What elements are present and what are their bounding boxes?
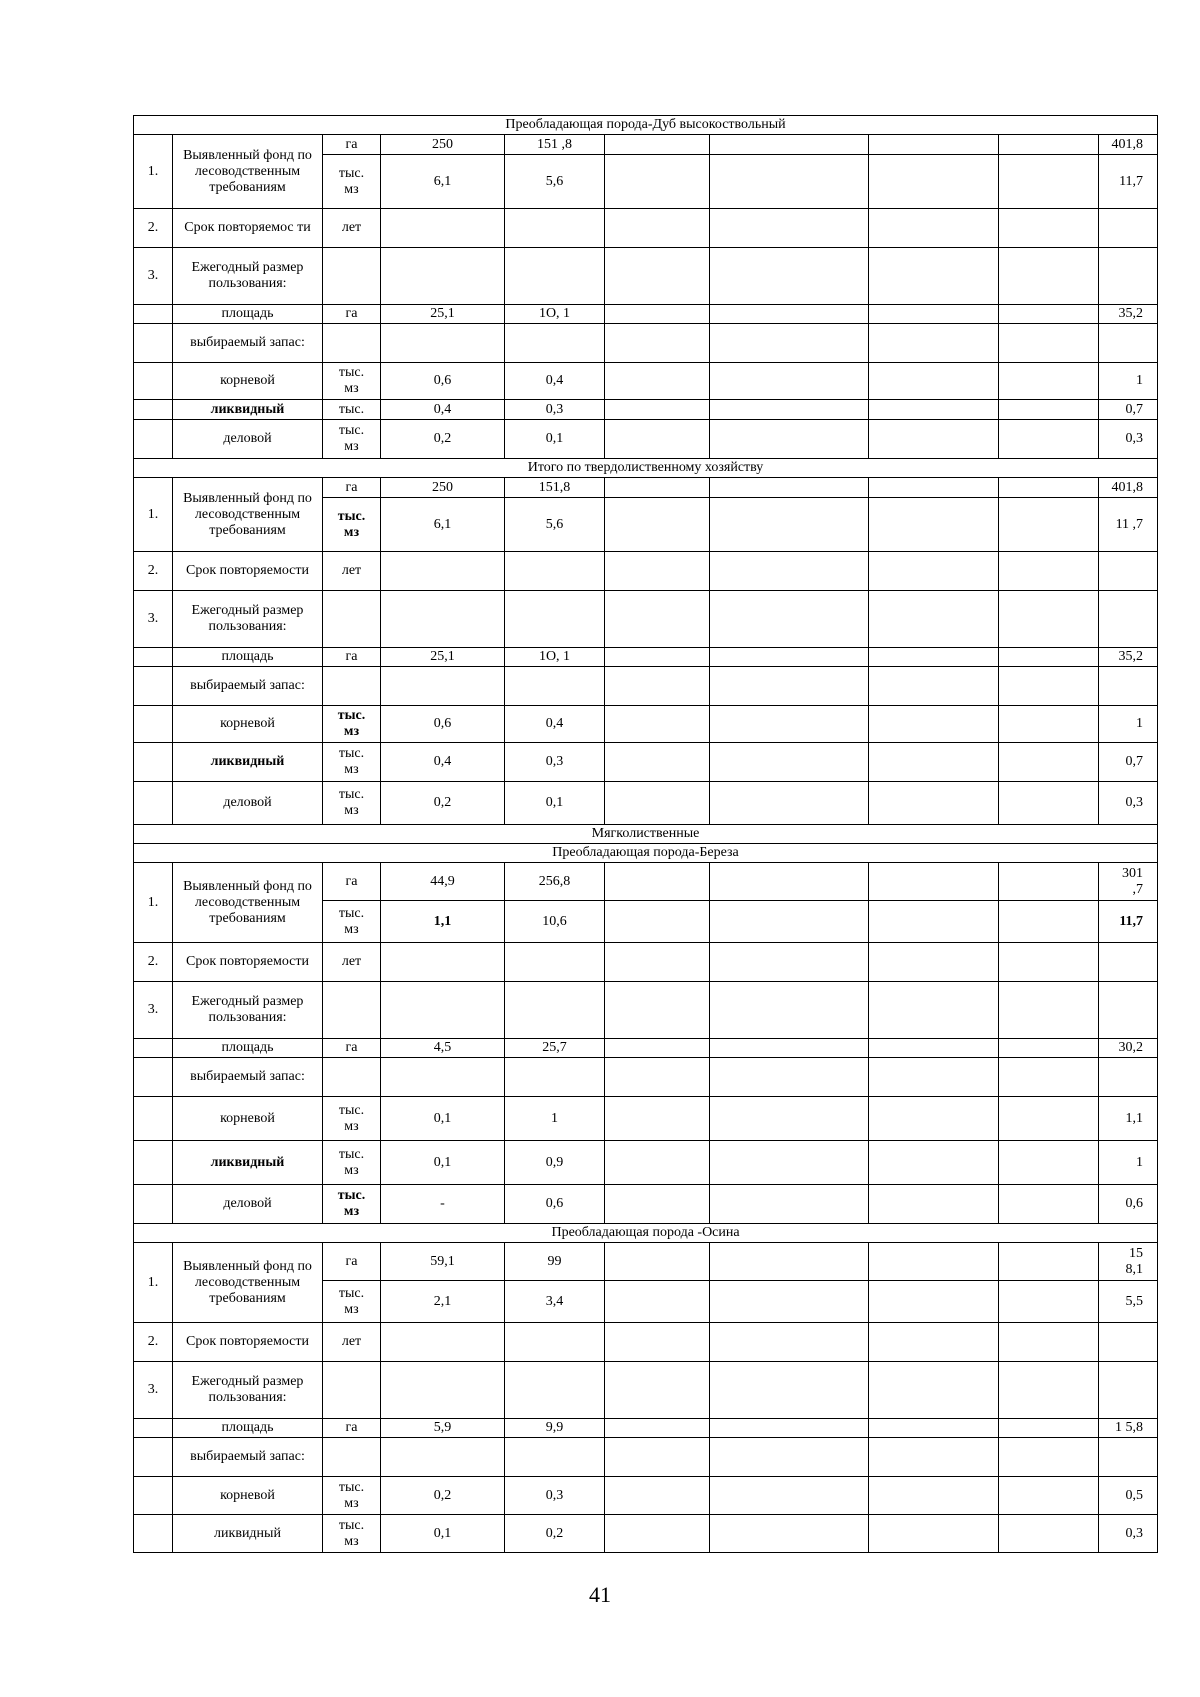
row-label: Ежегодный размер пользования: bbox=[173, 982, 323, 1039]
row-label: площадь bbox=[173, 1419, 323, 1438]
unit-cell: тыс. мз bbox=[323, 782, 381, 825]
row-number: 2. bbox=[134, 943, 173, 982]
group-header: Мягколиственные bbox=[134, 825, 1158, 844]
total-cell: 30,2 bbox=[1099, 1039, 1158, 1058]
row-label: Срок повторяемости bbox=[173, 552, 323, 591]
value-cell: 25,7 bbox=[505, 1039, 605, 1058]
row-label: площадь bbox=[173, 1039, 323, 1058]
value-cell: 250 bbox=[381, 478, 505, 498]
value-cell: 99 bbox=[505, 1243, 605, 1281]
total-cell: 0,6 bbox=[1099, 1185, 1158, 1224]
unit-cell: тыс. мз bbox=[323, 1097, 381, 1141]
row-label: Ежегодный размер пользования: bbox=[173, 1362, 323, 1419]
value-cell: 256,8 bbox=[505, 863, 605, 901]
total-cell: 1 5,8 bbox=[1099, 1419, 1158, 1438]
unit-cell: га bbox=[323, 1039, 381, 1058]
row-label: корневой bbox=[173, 706, 323, 743]
value-cell: 0,4 bbox=[505, 706, 605, 743]
row-number: 1. bbox=[134, 478, 173, 552]
row-number: 2. bbox=[134, 552, 173, 591]
row-label: площадь bbox=[173, 305, 323, 324]
total-cell: 35,2 bbox=[1099, 305, 1158, 324]
total-cell: 0,3 bbox=[1099, 1515, 1158, 1553]
row-label: Ежегодный размер пользования: bbox=[173, 591, 323, 648]
value-cell: 6,1 bbox=[381, 498, 505, 552]
unit-cell: тыс. мз bbox=[323, 743, 381, 782]
row-label: Ежегодный размер пользования: bbox=[173, 248, 323, 305]
unit-cell: га bbox=[323, 1419, 381, 1438]
forest-use-table bbox=[133, 115, 1158, 1553]
value-cell: 4,5 bbox=[381, 1039, 505, 1058]
row-label: корневой bbox=[173, 363, 323, 400]
value-cell: 9,9 bbox=[505, 1419, 605, 1438]
unit-cell: га bbox=[323, 863, 381, 901]
unit-cell: тыс. мз bbox=[323, 420, 381, 459]
value-cell: 1О, 1 bbox=[505, 305, 605, 324]
row-number: 3. bbox=[134, 248, 173, 305]
total-cell: 0,7 bbox=[1099, 743, 1158, 782]
unit-cell: га bbox=[323, 135, 381, 155]
row-number: 1. bbox=[134, 1243, 173, 1323]
unit-cell: лет bbox=[323, 209, 381, 248]
value-cell: 3,4 bbox=[505, 1281, 605, 1323]
value-cell: 151,8 bbox=[505, 478, 605, 498]
row-number: 1. bbox=[134, 863, 173, 943]
unit-cell: га bbox=[323, 305, 381, 324]
unit-cell: тыс. мз bbox=[323, 901, 381, 943]
value-cell: 25,1 bbox=[381, 648, 505, 667]
row-label: ликвидный bbox=[173, 400, 323, 420]
row-label: Срок повторяемости bbox=[173, 1323, 323, 1362]
value-cell: 151 ,8 bbox=[505, 135, 605, 155]
value-cell: 0,9 bbox=[505, 1141, 605, 1185]
unit-cell: тыс. мз bbox=[323, 155, 381, 209]
value-cell: 0,1 bbox=[381, 1141, 505, 1185]
row-number: 3. bbox=[134, 1362, 173, 1419]
unit-cell: тыс. мз bbox=[323, 498, 381, 552]
value-cell: 0,4 bbox=[381, 743, 505, 782]
value-cell: 5,6 bbox=[505, 155, 605, 209]
row-label: корневой bbox=[173, 1097, 323, 1141]
total-cell: 401,8 bbox=[1099, 135, 1158, 155]
value-cell: 0,4 bbox=[505, 363, 605, 400]
total-cell: 1 bbox=[1099, 1141, 1158, 1185]
value-cell: 1,1 bbox=[381, 901, 505, 943]
value-cell: 0,2 bbox=[505, 1515, 605, 1553]
unit-cell: тыс. bbox=[323, 400, 381, 420]
unit-cell: лет bbox=[323, 552, 381, 591]
value-cell: 1 bbox=[505, 1097, 605, 1141]
value-cell: 5,9 bbox=[381, 1419, 505, 1438]
row-label: площадь bbox=[173, 648, 323, 667]
row-label: ликвидный bbox=[173, 1141, 323, 1185]
row-label: выбираемый запас: bbox=[173, 1438, 323, 1477]
row-label: ликвидный bbox=[173, 1515, 323, 1553]
value-cell: 0,1 bbox=[505, 782, 605, 825]
value-cell: 5,6 bbox=[505, 498, 605, 552]
value-cell: 25,1 bbox=[381, 305, 505, 324]
value-cell: 0,4 bbox=[381, 400, 505, 420]
total-cell: 1 bbox=[1099, 706, 1158, 743]
row-number: 2. bbox=[134, 1323, 173, 1362]
row-label: Выявленный фонд по лесоводственным требованиям bbox=[173, 863, 323, 943]
total-cell: 35,2 bbox=[1099, 648, 1158, 667]
row-number: 1. bbox=[134, 135, 173, 209]
unit-cell: тыс. мз bbox=[323, 363, 381, 400]
value-cell: 0,6 bbox=[381, 706, 505, 743]
row-label: выбираемый запас: bbox=[173, 324, 323, 363]
value-cell: - bbox=[381, 1185, 505, 1224]
unit-cell: тыс. мз bbox=[323, 1515, 381, 1553]
value-cell: 0,2 bbox=[381, 1477, 505, 1515]
section-header: Преобладающая порода -Осина bbox=[134, 1224, 1158, 1243]
row-label: деловой bbox=[173, 782, 323, 825]
value-cell: 1О, 1 bbox=[505, 648, 605, 667]
value-cell: 0,6 bbox=[381, 363, 505, 400]
row-label: корневой bbox=[173, 1477, 323, 1515]
unit-cell: га bbox=[323, 648, 381, 667]
row-label: Выявленный фонд по лесоводственным требованиям bbox=[173, 478, 323, 552]
unit-cell: га bbox=[323, 478, 381, 498]
total-cell: 0,3 bbox=[1099, 420, 1158, 459]
row-number: 2. bbox=[134, 209, 173, 248]
value-cell: 0,1 bbox=[505, 420, 605, 459]
row-label: ликвидный bbox=[173, 743, 323, 782]
total-cell: 1 bbox=[1099, 363, 1158, 400]
unit-cell: тыс. мз bbox=[323, 1477, 381, 1515]
row-label: выбираемый запас: bbox=[173, 667, 323, 706]
total-cell: 11,7 bbox=[1099, 155, 1158, 209]
row-label: Выявленный фонд по лесоводственным требованиям bbox=[173, 135, 323, 209]
value-cell: 6,1 bbox=[381, 155, 505, 209]
row-label: Срок повторяемос ти bbox=[173, 209, 323, 248]
value-cell: 0,1 bbox=[381, 1097, 505, 1141]
unit-cell: тыс. мз bbox=[323, 706, 381, 743]
unit-cell: тыс. мз bbox=[323, 1185, 381, 1224]
value-cell: 59,1 bbox=[381, 1243, 505, 1281]
value-cell: 0,3 bbox=[505, 1477, 605, 1515]
unit-cell: тыс. мз bbox=[323, 1281, 381, 1323]
value-cell: 44,9 bbox=[381, 863, 505, 901]
unit-cell: лет bbox=[323, 1323, 381, 1362]
value-cell: 0,2 bbox=[381, 420, 505, 459]
row-label: Срок повторяемости bbox=[173, 943, 323, 982]
total-cell: 11 ,7 bbox=[1099, 498, 1158, 552]
total-cell: 1,1 bbox=[1099, 1097, 1158, 1141]
unit-cell: тыс. мз bbox=[323, 1141, 381, 1185]
total-cell: 0,7 bbox=[1099, 400, 1158, 420]
unit-cell: лет bbox=[323, 943, 381, 982]
value-cell: 0,1 bbox=[381, 1515, 505, 1553]
page-number: 41 bbox=[589, 1582, 611, 1607]
total-cell: 0,5 bbox=[1099, 1477, 1158, 1515]
row-label: Выявленный фонд по лесоводственным требованиям bbox=[173, 1243, 323, 1323]
section-header: Преобладающая порода-Береза bbox=[134, 844, 1158, 863]
total-cell: 0,3 bbox=[1099, 782, 1158, 825]
total-cell: 15 8,1 bbox=[1099, 1243, 1158, 1281]
row-number: 3. bbox=[134, 591, 173, 648]
total-cell: 301 ,7 bbox=[1099, 863, 1158, 901]
value-cell: 0,3 bbox=[505, 400, 605, 420]
row-number: 3. bbox=[134, 982, 173, 1039]
value-cell: 2,1 bbox=[381, 1281, 505, 1323]
value-cell: 0,2 bbox=[381, 782, 505, 825]
total-cell: 5,5 bbox=[1099, 1281, 1158, 1323]
total-cell: 11,7 bbox=[1099, 901, 1158, 943]
value-cell: 0,3 bbox=[505, 743, 605, 782]
value-cell: 0,6 bbox=[505, 1185, 605, 1224]
value-cell: 10,6 bbox=[505, 901, 605, 943]
section-header: Преобладающая порода-Дуб высокоствольный bbox=[134, 116, 1158, 135]
row-label: выбираемый запас: bbox=[173, 1058, 323, 1097]
value-cell: 250 bbox=[381, 135, 505, 155]
row-label: деловой bbox=[173, 1185, 323, 1224]
unit-cell: га bbox=[323, 1243, 381, 1281]
row-label: деловой bbox=[173, 420, 323, 459]
total-cell: 401,8 bbox=[1099, 478, 1158, 498]
section-header: Итого по твердолиственному хозяйству bbox=[134, 459, 1158, 478]
